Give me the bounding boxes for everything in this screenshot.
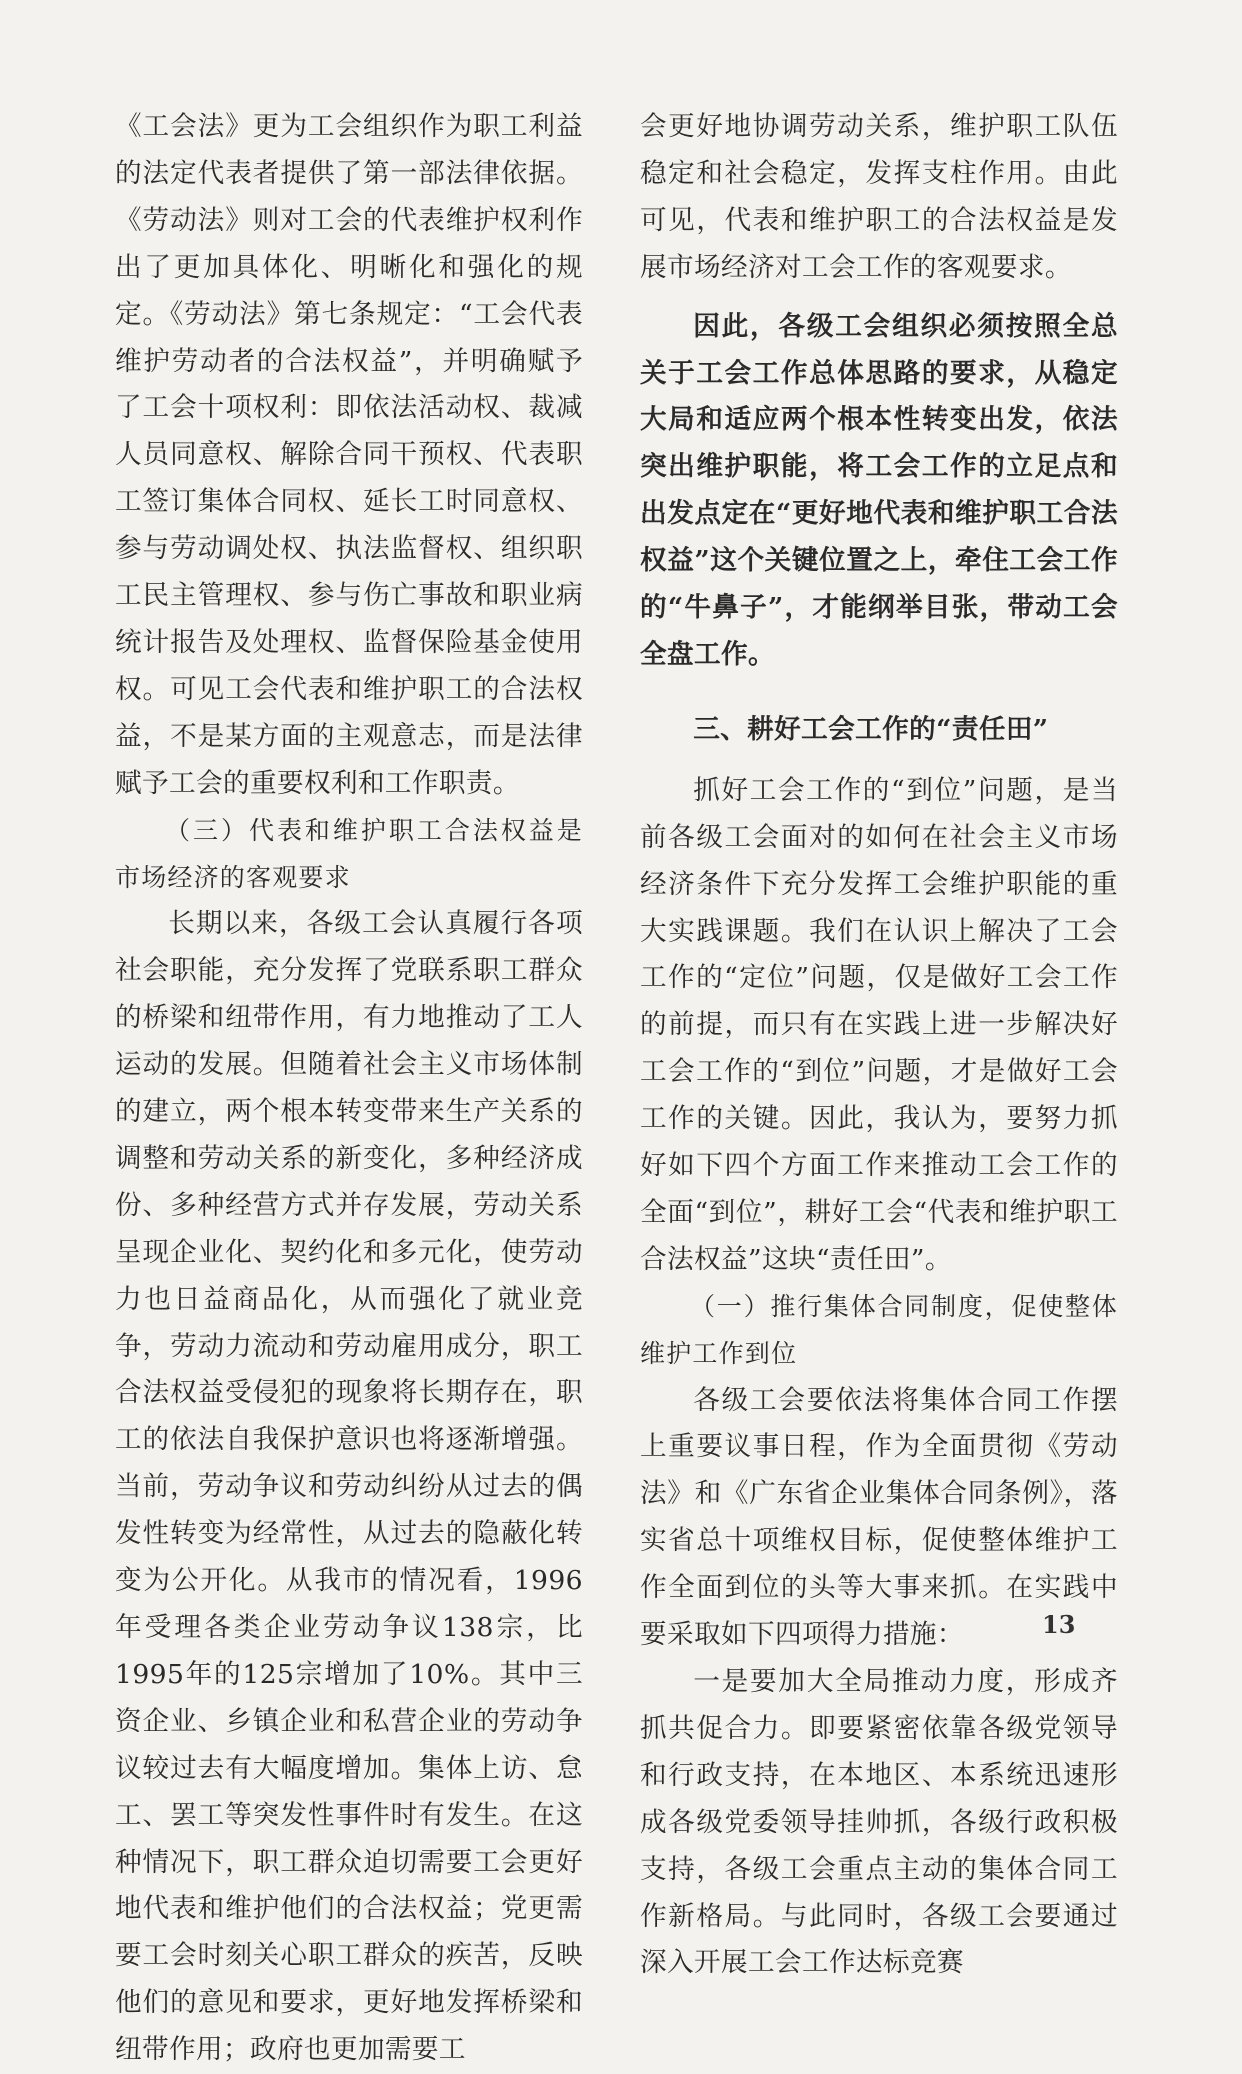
right-paragraph-1: 会更好地协调劳动关系，维护职工队伍稳定和社会稳定，发挥支柱作用。由此可见，代表和维护职工的合法权益是发展市场经济对工会工作的客观要求。 [640, 111, 1118, 283]
left-subheading: （三）代表和维护职工合法权益是市场经济的客观要求 [115, 815, 583, 892]
paragraph-gap [640, 292, 1118, 304]
section-heading: 三、耕好工会工作的“责任田” [693, 713, 1049, 745]
page-number: 13 [1042, 1610, 1076, 1639]
left-paragraph-1: 《工会法》更为工会组织作为职工利益的法定代表者提供了第一部法律依据。《劳动法》则对工会的代表维护权利作出了更加具体化、明晰化和强化的规定。《劳动法》第七条规定：“工会代表维护劳动者的合法权益”，并明确赋予了工会十项权利：即依法活动权、裁减人员同意权、解除合同干预权、代表职工签订集体合同权、延长工时同意权、参与劳动调处权、执法监督权、组织职工民主管理权、参与伤亡事故和职业病统计报告及处理权、监督保险基金使用权。可见工会代表和维护职工的合法权益，不是某方面的主观意志，而是法律赋予工会的重要权利和工作职责。 [115, 111, 583, 799]
right-paragraph-5: 一是要加大全局推动力度，形成齐抓共促合力。即要紧密依靠各级党领导和行政支持，在本地区、本系统迅速形成各级党委领导挂帅抓，各级行政积极支持，各级工会重点主动的集体合同工作新格局。与此同时，各级工会要通过深入开展工会工作达标竞赛 [640, 1666, 1118, 1979]
right-subheading: （一）推行集体合同制度，促使整体维护工作到位 [640, 1291, 1118, 1368]
right-paragraph-3: 抓好工会工作的“到位”问题，是当前各级工会面对的如何在社会主义市场经济条件下充分发挥工会维护职能的重大实践课题。我们在认识上解决了工会工作的“定位”问题，仅是做好工会工作的前提，而只有在实践上进一步解决好工会工作的“到位”问题，才是做好工会工作的关键。因此，我认为，要努力抓好如下四个方面工作来推动工会工作的全面“到位”，耕好工会“代表和维护职工合法权益”这块“责任田”。 [640, 774, 1118, 1275]
right-paragraph-4: 各级工会要依法将集体合同工作摆上重要议事日程，作为全面贯彻《劳动法》和《广东省企业集体合同条例》，落实省总十项维权目标，促使整体维护工作全面到位的头等大事来抓。在实践中要采取如下四项得力措施： [640, 1384, 1118, 1651]
right-column [640, 104, 1118, 1987]
right-paragraph-2: 因此，各级工会组织必须按照全总关于工会工作总体思路的要求，从稳定大局和适应两个根本性转变出发，依法突出维护职能，将工会工作的立足点和出发点定在“更好地代表和维护职工合法权益”这个关键位置之上，牵住工会工作的“牛鼻子”，才能纲举目张，带动工会全盘工作。 [640, 310, 1118, 670]
left-column [115, 104, 583, 2074]
left-paragraph-2: 长期以来，各级工会认真履行各项社会职能，充分发挥了党联系职工群众的桥梁和纽带作用，有力地推动了工人运动的发展。但随着社会主义市场体制的建立，两个根本转变带来生产关系的调整和劳动关系的新变化，多种经济成份、多种经营方式并存发展，劳动关系呈现企业化、契约化和多元化，使劳动力也日益商品化，从而强化了就业竞争，劳动力流动和劳动雇用成分，职工合法权益受侵犯的现象将长期存在，职工的依法自我保护意识也将逐渐增强。当前，劳动争议和劳动纠纷从过去的偶发性转变为经常性，从过去的隐蔽化转变为公开化。从我市的情况看，1996年受理各类企业劳动争议138宗，比1995年的125宗增加了10%。其中三资企业、乡镇企业和私营企业的劳动争议较过去有大幅度增加。集体上访、怠工、罢工等突发性事件时有发生。在这种情况下，职工群众迫切需要工会更好地代表和维护他们的合法权益；党更需要工会时刻关心职工群众的疾苦，反映他们的意见和要求，更好地发挥桥梁和纽带作用；政府也更加需要工 [115, 908, 583, 2066]
